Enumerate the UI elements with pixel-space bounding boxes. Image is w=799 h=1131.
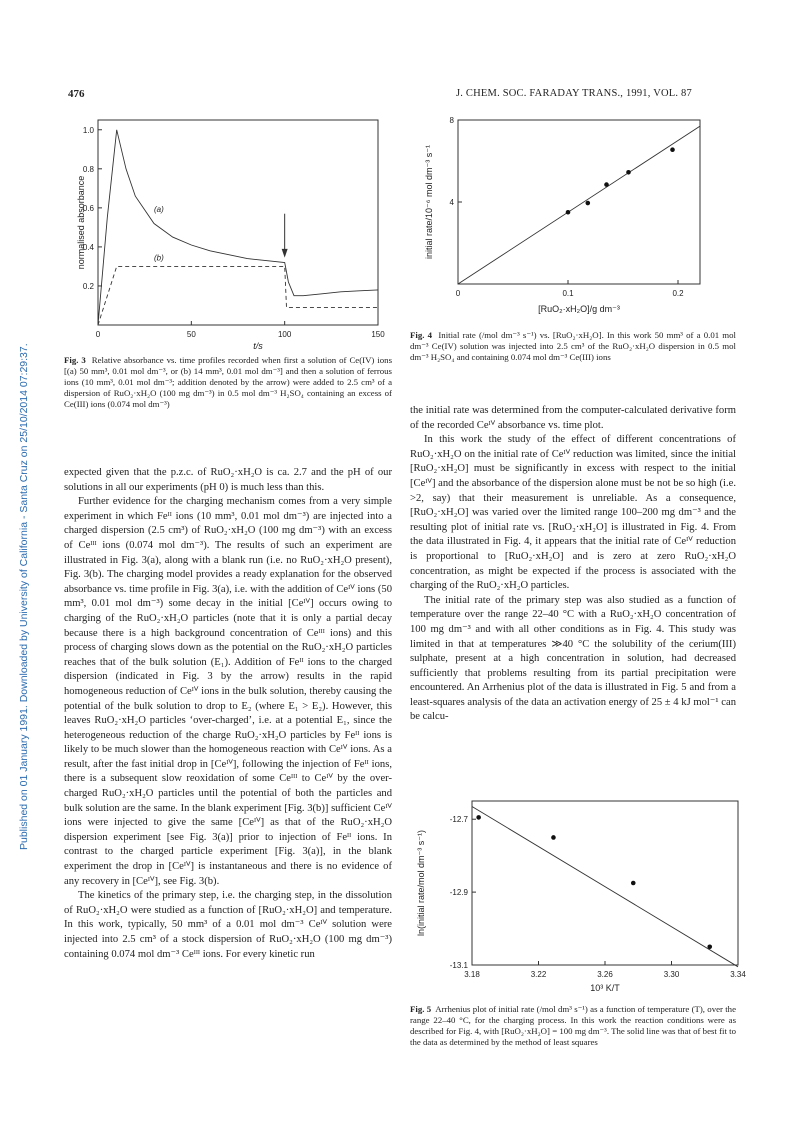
y-tick-label: 0.8 [82, 164, 94, 174]
right-text-column [410, 404, 736, 725]
fig4-caption-label: Fig. 4 [410, 330, 432, 340]
plot-frame [458, 120, 700, 284]
left-paragraph: The kinetics of the primary step, i.e. the charging step, in the dissolution of RuO₂·xH₂O were studied as a function of [RuO₂·xH₂O] and temperature. In this work, typically, 50 mm³ of a 0.01 mol dm⁻³ Ceᴵⱽ solution were injected into 2.5 cm³ of a stock dispersion of RuO₂·xH₂O (100 mg dm⁻³) containing 0.074 mol dm⁻³ Ceᴵᴵᴵ ions. For every kinetic run [64, 890, 392, 960]
y-tick-label: 0.2 [82, 281, 94, 291]
data-point [566, 210, 571, 215]
fig4-caption [410, 330, 736, 363]
data-point [631, 881, 636, 886]
left-text-column [64, 466, 392, 962]
fig5-x-axis-label: 10³ K/T [590, 983, 620, 993]
left-paragraph: Further evidence for the charging mechanism comes from a very simple experiment in which Feᴵᴵ ions (10 mm³, 0.01 mol dm⁻³) are injected into a charged dispersion (2.5 cm³) of RuO₂·xH₂O (100 mg dm⁻³) with an excess of Ceᴵᴵᴵ ions (0.074 mol dm⁻³). The results of such an experiment are illustrated in Fig. 3(a), along with a blank run (i.e. no RuO₂·xH₂O present), Fig. 3(b). The charging model provides a ready explanation for the observed absorbance vs. time profile in Fig. 3(a), i.e. with the addition of Ceᴵⱽ ions (50 mm³, 0.01 mol dm⁻³) some decay in the initial [Ceᴵⱽ] occurs owing to charging of the RuO₂·xH₂O particles (note that it is only a partial decay because there is a high background concentration of Ceᴵᴵᴵ ions) and this process of charging slows down as the potential on the RuO₂·xH₂O particles reaches that of the bulk solution (E₁). Addition of Feᴵᴵ ions to the charged dispersion (indicated in Fig. 3 by the arrow) results in the rapid homogeneous reduction of Ceᴵⱽ ions in the bulk solution, thereby causing the potential of the bulk solution to drop to E₂ (where E₁ > E₂). However, this leaves RuO₂·xH₂O particles ‘over-charged’, i.e. at a potential E₁, since the heterogeneous reduction of the charge RuO₂·xH₂O particles by Feᴵᴵ ions is likely to be much slower than the homogeneous reaction with Ceᴵⱽ ions. As a result, after the fast initial drop in [Ceᴵⱽ], following the injection of Feᴵᴵ ions, there is a subsequent slow reoxidation of some Ceᴵᴵᴵ to Ceᴵⱽ by the over-charged RuO₂·xH₂O particles until the potential of both the particles and bulk solution are the same. In the blank experiment [Fig. 3(b)] sufficient Ceᴵⱽ ions were injected to give the same [Ceᴵⱽ] as that of the RuO₂·xH₂O dispersion experiment [see Fig. 3(a)] prior to injection of Feᴵᴵ ions. In contrast to the charged particle experiment [Fig. 3(a)], in the blank experiment the drop in [Ceᴵⱽ] is instantaneous and there is no evidence of any recovery in [Ceᴵⱽ], see Fig. 3(b). [64, 496, 392, 887]
fig4-chart [412, 112, 712, 327]
right-paragraph: the initial rate was determined from the computer-calculated derivative form of the recorded Ceᴵⱽ absorbance vs. time plot. [410, 405, 736, 431]
fit-line [458, 126, 700, 284]
y-tick-label: -12.7 [449, 815, 468, 825]
y-tick-label: -12.9 [449, 888, 468, 898]
fig3-y-axis-label: normalised absorbance [76, 175, 86, 270]
series-a-label: (a) [154, 204, 164, 214]
x-tick-label: 100 [277, 330, 292, 339]
x-tick-label: 0.1 [562, 289, 574, 298]
x-tick-label: 0 [95, 330, 101, 339]
x-tick-label: 50 [186, 330, 196, 339]
left-paragraph: expected given that the p.z.c. of RuO₂·xH₂O is ca. 2.7 and the pH of our solutions in all our experiments (pH 0) is much less than this. [64, 467, 392, 493]
data-point [551, 835, 556, 840]
fig4-x-axis-label: [RuO₂·xH₂O]/g dm⁻³ [538, 304, 620, 314]
y-tick-label: 0.4 [82, 242, 94, 252]
x-tick-label: 150 [371, 330, 385, 339]
fig3-x-axis-label: t/s [253, 341, 263, 351]
fig4-y-axis-label: initial rate/10⁻⁶ mol dm⁻³ s⁻¹ [424, 145, 434, 259]
x-tick-label: 3.18 [464, 970, 480, 979]
x-tick-label: 3.30 [663, 970, 680, 979]
series-b-label: (b) [154, 253, 164, 263]
data-point [586, 201, 591, 206]
x-tick-label: 3.26 [597, 970, 613, 979]
fig5-chart [408, 795, 748, 1005]
y-tick-label: 1.0 [82, 125, 94, 135]
x-tick-label: 3.22 [530, 970, 547, 979]
fig4-caption-text: Initial rate (/mol dm⁻³ s⁻¹) vs. [RuO₂·xH₂O]. In this work 50 mm³ of a 0.01 mol dm⁻³ Ce(IV) solution was injected into 2.5 cm³ of the RuO₂·xH₂O dispersion in 0.5 mol dm⁻³ H₂SO₄ and containing 0.074 mol dm⁻³ Ce(III) ions [410, 330, 736, 362]
data-point [476, 815, 481, 820]
y-tick-label: -13.1 [449, 961, 468, 970]
right-paragraph: The initial rate of the primary step was also studied as a function of temperature over the range 22–40 °C with a RuO₂·xH₂O concentration of 100 mg dm⁻³ and with all other conditions as in Fig. 4. This study was limited in that at temperatures ≫40 °C the solubility of the cerium(III) sulphate, present at a high concentration in solution, had decreased sufficiently that problems resulting from its partial precipitation were encountered. An Arrhenius plot of the data is illustrated in Fig. 5 and from a least-squares analysis of the data an activation energy of 25 ± 4 kJ mol⁻¹ can be calcu- [410, 594, 736, 723]
right-paragraph: In this work the study of the effect of different concentrations of RuO₂·xH₂O on the initial rate of Ceᴵⱽ reduction was limited, since the initial [RuO₂·xH₂O] must be significantly in excess with respect to the initial [Ceᴵⱽ] and the absorbance of the dispersion alone must be not be so high (i.e. >2, say) that their measurement is unreliable. As a consequence, [RuO₂·xH₂O] was varied over the limited range 100–200 mg dm⁻³ and the resulting plot of initial rate vs. [RuO₂·xH₂O] is illustrated in Fig. 4. From the data illustrated in Fig. 4, it appears that the initial rate of Ceᴵⱽ reduction is proportional to [RuO₂·xH₂O] and is zero at zero RuO₂·xH₂O concentration, as might be expected if the process is associated with the charging of the RuO₂·xH₂O particles. [410, 434, 736, 592]
data-point [670, 147, 675, 152]
x-tick-label: 3.34 [730, 970, 746, 979]
fig5-caption-text: Arrhenius plot of initial rate (/mol dm³ s⁻¹) as a function of temperature (T), over the range 22–40 °C, for the charging process. In this work the reaction conditions were as described for Fig. 4, with [RuO₂·xH₂O] = 100 mg dm⁻³. The solid line was that of best fit to the data as determined by the method of least squares [410, 1004, 736, 1047]
y-tick-label: 4 [449, 198, 454, 207]
page-number: 476 [68, 88, 85, 100]
series-b-line [98, 266, 378, 325]
fig5-caption-label: Fig. 5 [410, 1004, 432, 1014]
x-tick-label: 0 [455, 289, 461, 298]
fig3-caption-label: Fig. 3 [64, 355, 86, 365]
y-tick-label: 8 [449, 116, 454, 125]
x-tick-label: 0.2 [672, 289, 684, 298]
data-point [626, 170, 631, 175]
plot-frame [472, 801, 738, 965]
series-a-line [98, 130, 378, 325]
plot-frame [98, 120, 378, 325]
side-note-text: Published on 01 January 1991. Downloaded by University of California - Santa Cruz on 25/10/2014 07:29:37. [18, 343, 30, 850]
fig5-caption [410, 1004, 736, 1048]
fig3-caption-text: Relative absorbance vs. time profiles recorded when first a solution of Ce(IV) ions [(a) 50 mm³, 0.01 mol dm⁻³, or (b) 14 mm³, 0.01 mol dm⁻³] and then a solution of ferrous ions (10 mm³, 0.01 mol dm⁻³; addition denoted by the arrow) were added to 2.5 cm³ of a dispersion of RuO₂·xH₂O (100 mg dm⁻³) in 0.5 mol dm⁻³ H₂SO₄ containing an excess of Ce(III) ions (0.074 mol dm⁻³) [64, 355, 392, 409]
fig3-caption [64, 355, 392, 410]
journal-header: J. CHEM. SOC. FARADAY TRANS., 1991, VOL. 87 [456, 88, 692, 99]
fig3-chart [60, 112, 390, 352]
y-tick-label: 0.6 [82, 203, 94, 213]
arrow-head [282, 249, 288, 258]
download-side-note [6, 40, 30, 1040]
fig5-y-axis-label: ln(initial rate/mol dm⁻³ s⁻¹) [416, 829, 426, 937]
fit-line [472, 806, 738, 966]
data-point [707, 944, 712, 949]
data-point [604, 182, 609, 187]
